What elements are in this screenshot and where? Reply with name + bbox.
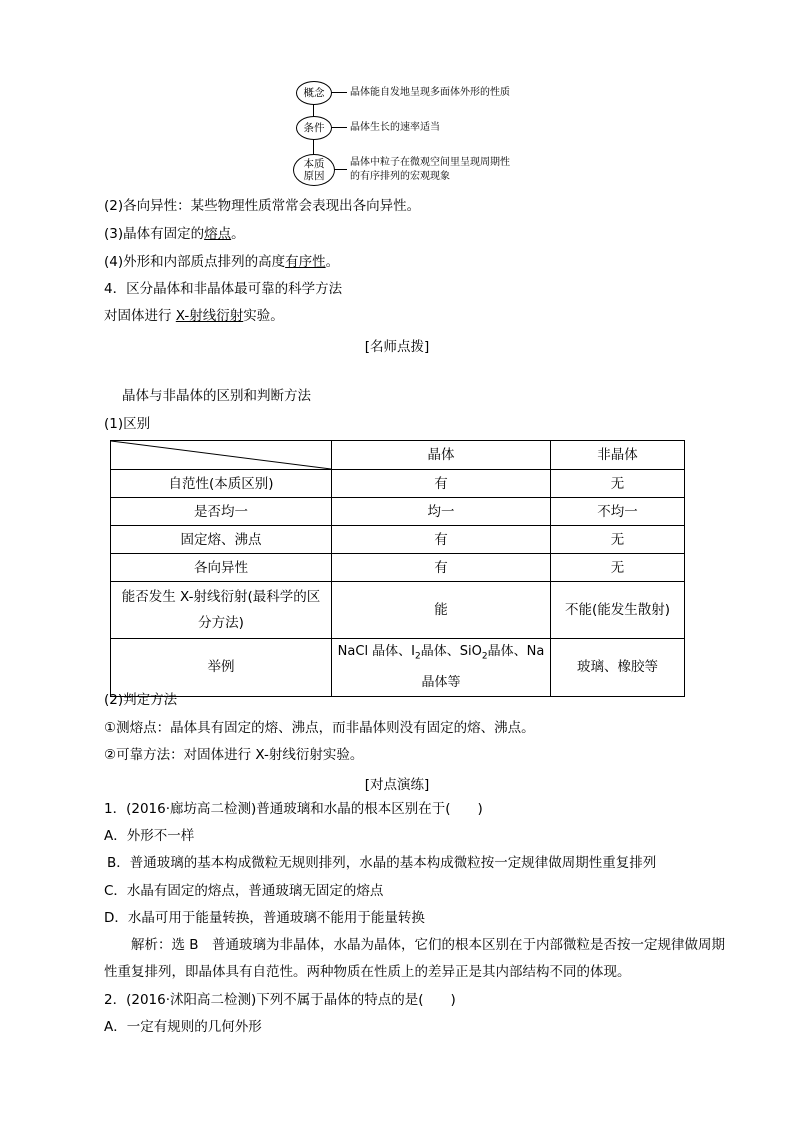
point-anisotropy: (2)各向异性：某些物理性质常常会表现出各向异性。 <box>104 198 421 214</box>
table-header-amorphous: 非晶体 <box>551 441 685 470</box>
method-2: ②可靠方法：对固体进行 X-射线衍射实验。 <box>104 747 364 763</box>
table-cell: 固定熔、沸点 <box>111 526 332 554</box>
table-row <box>111 526 685 554</box>
point-melting-point: (3)晶体有固定的熔点。 <box>104 226 245 242</box>
diagram-node-concept: 概念 <box>296 81 332 105</box>
table-cell: 有 <box>332 554 551 582</box>
comparison-table <box>110 440 685 697</box>
concept-diagram <box>290 78 550 188</box>
diagram-node-essence-label: 本质 原因 <box>303 158 325 182</box>
table-header-row <box>111 441 685 470</box>
diagram-connector <box>331 127 347 128</box>
question-1: 1．(2016·廊坊高二检测)普通玻璃和水晶的根本区别在于( ) <box>104 801 483 817</box>
underlined-answer: 熔点 <box>204 226 232 242</box>
diagonal-line <box>111 441 331 469</box>
table-cell: 自范性(本质区别) <box>111 470 332 498</box>
table-cell: 能否发生 X-射线衍射(最科学的区分方法) <box>111 582 332 639</box>
table-cell: 有 <box>332 470 551 498</box>
method-1: ①测熔点：晶体具有固定的熔、沸点，而非晶体则没有固定的熔、沸点。 <box>104 720 535 736</box>
diagram-text-condition: 晶体生长的速率适当 <box>350 122 440 133</box>
diagram-text-essence-2: 的有序排列的宏观现象 <box>350 171 450 182</box>
table-cell: 不能(能发生散射) <box>551 582 685 639</box>
table-cell: 无 <box>551 470 685 498</box>
table-header-crystal: 晶体 <box>332 441 551 470</box>
practice-heading: [对点演练] <box>364 777 430 793</box>
table-row <box>111 582 685 639</box>
section-4-body: 对固体进行 X-射线衍射实验。 <box>104 308 284 324</box>
question-1-option-b: B．普通玻璃的基本构成微粒无规则排列，水晶的基本构成微粒按一定规律做周期性重复排列 <box>107 855 657 871</box>
table-cell: 各向异性 <box>111 554 332 582</box>
table-corner-cell <box>111 441 332 470</box>
table-cell: 无 <box>551 554 685 582</box>
answer-1-line-1: 解析：选 B 普通玻璃为非晶体，水晶为晶体，它们的根本区别在于内部微粒是否按一定规律做周期 <box>131 937 726 953</box>
table-cell: 均一 <box>332 498 551 526</box>
diagram-connector <box>331 92 347 93</box>
section-title: 晶体与非晶体的区别和判断方法 <box>122 388 311 404</box>
teacher-tip-heading: [名师点拨] <box>364 339 430 355</box>
diagram-connector <box>334 169 347 170</box>
question-1-option-c: C．水晶有固定的熔点，普通玻璃无固定的熔点 <box>104 883 384 899</box>
table-row <box>111 639 685 697</box>
question-2-option-a: A．一定有规则的几何外形 <box>104 1019 262 1035</box>
table-cell: 不均一 <box>551 498 685 526</box>
diagram-text-essence-1: 晶体中粒子在微观空间里呈现周期性 <box>350 157 510 168</box>
point-order: (4)外形和内部质点排列的高度有序性。 <box>104 254 340 270</box>
answer-1-line-2: 性重复排列，即晶体具有自范性。两种物质在性质上的差异正是其内部结构不同的体现。 <box>104 964 631 980</box>
table-row <box>111 554 685 582</box>
subsection-method: (2)判定方法 <box>104 692 178 708</box>
table-cell: 举例 <box>111 639 332 697</box>
table-cell: 无 <box>551 526 685 554</box>
question-1-option-d: D．水晶可用于能量转换，普通玻璃不能用于能量转换 <box>104 910 425 926</box>
table-cell: 能 <box>332 582 551 639</box>
diagram-text-concept: 晶体能自发地呈现多面体外形的性质 <box>350 87 510 98</box>
underlined-answer: X-射线衍射 <box>175 308 244 324</box>
table-cell: 玻璃、橡胶等 <box>551 639 685 697</box>
subsection-difference: (1)区别 <box>104 416 151 432</box>
table-row <box>111 470 685 498</box>
diagram-node-condition: 条件 <box>296 116 332 140</box>
table-cell: 是否均一 <box>111 498 332 526</box>
question-1-option-a: A．外形不一样 <box>104 828 195 844</box>
section-heading-4: 4．区分晶体和非晶体最可靠的科学方法 <box>104 281 343 297</box>
table-cell: 有 <box>332 526 551 554</box>
table-row <box>111 498 685 526</box>
diagram-node-essence <box>293 154 335 186</box>
underlined-answer: 有序性 <box>285 254 326 270</box>
question-2: 2．(2016·沭阳高二检测)下列不属于晶体的特点的是( ) <box>104 992 456 1008</box>
table-cell-examples: NaCl 晶体、$I_2$晶体、SiO$_2$晶体、Na 晶体等 <box>332 639 551 697</box>
